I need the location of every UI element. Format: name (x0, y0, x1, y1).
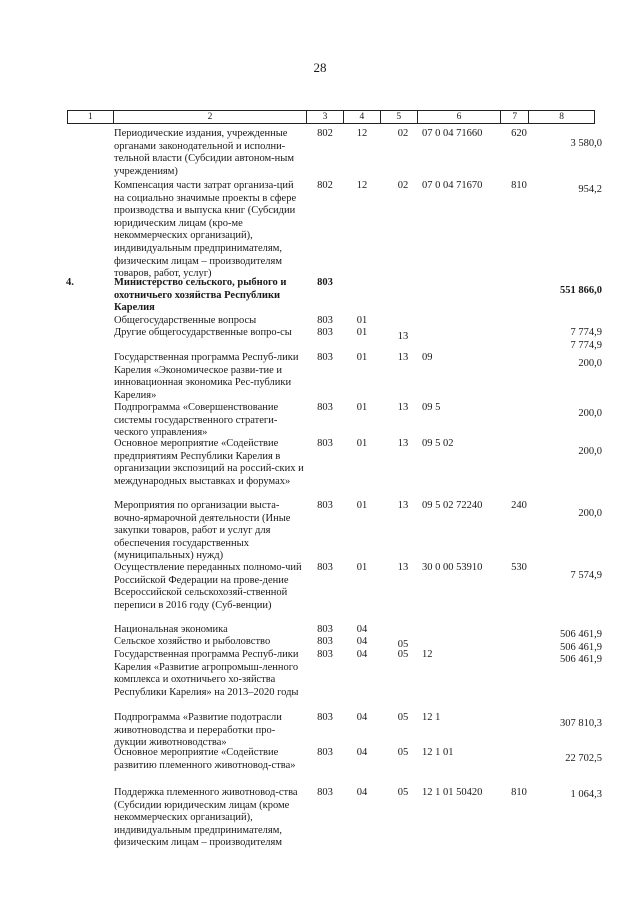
row-code-3: 803 (317, 352, 333, 363)
row-code-5: 13 (397, 402, 409, 413)
row-name: Периодические издания, учрежденные органами законодательной и исполни-тельной власти (Субсидии автоном-ным учреждениям) (114, 128, 294, 177)
row-code-4: 12 (356, 128, 368, 139)
row-code-4: 04 (356, 787, 368, 798)
row-amount-stack (530, 629, 602, 667)
row-code-6: 07 0 04 71660 (422, 128, 483, 139)
row-code-5: 13 (397, 438, 409, 449)
row-code-4: 01 (356, 438, 368, 449)
page-number: 28 (313, 60, 327, 75)
row-code-5: 13 (397, 352, 409, 363)
row-code-4: 12 (356, 180, 368, 191)
row-number: 4. (66, 277, 74, 288)
row-code-4: 04 (356, 649, 368, 660)
row-code-6: 12 (422, 649, 433, 660)
row-amount: 506 461,9 (560, 641, 602, 653)
row-name: Основное мероприятие «Содействие предприятиям Республики Карелия в организации экспозиций на россий-ских и международных выставках и форумах» (114, 438, 304, 487)
row-code-6: 12 1 01 50420 (422, 787, 483, 798)
row-code-4: 01 (356, 352, 368, 363)
row-code-3: 803 (317, 624, 333, 635)
table-header (67, 110, 595, 124)
row-amount: 7 774,9 (570, 339, 602, 351)
row-name: Поддержка племенного животновод-ства (Субсидии юридическим лицам (кроме некоммерческих организаций), индивидуальным предпринимателям, физическим лицам – производителям (114, 787, 298, 849)
header-col-4: 4 (344, 111, 381, 123)
row-code-4: 01 (356, 327, 368, 338)
row-code-3: 803 (317, 315, 333, 326)
row-code-3: 803 (317, 402, 333, 413)
header-col-5: 5 (381, 111, 418, 123)
row-name: Осуществление переданных полномо-чий Российской Федерации на прове-дение Всероссийской сельскохозяй-ственной переписи в 2016 году (Суб-венции) (114, 562, 302, 611)
row-code-7: 810 (511, 787, 527, 798)
row-amount: 200,0 (578, 408, 602, 419)
row-code-6: 30 0 00 53910 (422, 562, 483, 573)
row-code-5: 05 (397, 649, 409, 660)
row-code-3: 802 (317, 180, 333, 191)
row-amount: 506 461,9 (560, 654, 602, 666)
header-col-7: 7 (501, 111, 529, 123)
row-code-3: 803 (317, 747, 333, 758)
row-code-3: 803 (317, 438, 333, 449)
row-code-3: 803 (317, 277, 333, 288)
row-amount: 1 064,3 (570, 789, 602, 800)
row-code-5: 05 (397, 747, 409, 758)
row-amount: 506 461,9 (560, 629, 602, 640)
row-code-4: 01 (356, 562, 368, 573)
header-col-3: 3 (307, 111, 344, 123)
row-code-6: 09 5 02 72240 (422, 500, 483, 511)
row-amount: 200,0 (578, 358, 602, 369)
row-amount: 954,2 (578, 184, 602, 195)
row-name: Мероприятия по организации выста-вочно-ярмарочной деятельности (Иные закупки товаров, работ и услуг для обеспечения государственных (муниципальных) нужд) (114, 500, 291, 562)
row-code-7: 530 (511, 562, 527, 573)
header-col-6: 6 (418, 111, 502, 123)
row-name: Сельское хозяйство и рыболовство (114, 636, 271, 647)
row-code-5: 05 (397, 787, 409, 798)
row-code-5: 05 (397, 712, 409, 723)
row-code-7: 620 (511, 128, 527, 139)
row-amount: 7 774,9 (570, 327, 602, 338)
row-code-4: 04 (356, 747, 368, 758)
row-code-6: 09 5 02 (422, 438, 454, 449)
row-code-4: 04 (356, 624, 368, 635)
row-code-4: 01 (356, 402, 368, 413)
row-code-6: 09 5 (422, 402, 441, 413)
row-name: Подпрограмма «Совершенствование системы государственного стратеги-ческого управления» (114, 402, 279, 439)
header-col-2: 2 (114, 111, 307, 123)
row-code-7: 240 (511, 500, 527, 511)
row-code-6: 12 1 01 (422, 747, 454, 758)
row-amount: 307 810,3 (560, 718, 602, 729)
row-code-6: 07 0 04 71670 (422, 180, 483, 191)
row-amount-stack (530, 327, 602, 352)
row-name: Другие общегосударственные вопро-сы (114, 327, 292, 338)
row-code-3: 803 (317, 649, 333, 660)
row-amount: 3 580,0 (570, 138, 602, 149)
header-col-8: 8 (559, 112, 564, 122)
row-amount: 200,0 (578, 446, 602, 457)
row-code-4: 04 (356, 636, 368, 647)
row-name: Компенсация части затрат организа-ций на социально значимые проекты в сфере производства и выпуска книг (Субсидии юридическим лицам (кро-ме некоммерческих организаций), индивидуальным предпринимателям, физическим лицам – производителям товаров, работ, услуг) (114, 180, 297, 280)
row-amount: 551 866,0 (560, 285, 602, 296)
row-code-6: 12 1 (422, 712, 441, 723)
row-name: Национальная экономика (114, 624, 228, 635)
row-amount: 7 574,9 (570, 570, 602, 581)
row-code-3: 802 (317, 128, 333, 139)
row-code-4: 01 (356, 500, 368, 511)
row-name: Подпрограмма «Развитие подотрасли животноводства и переработки про-дукции животноводства» (114, 712, 282, 749)
row-code-3: 803 (317, 636, 333, 647)
row-code-3: 803 (317, 787, 333, 798)
row-name: Государственная программа Респуб-лики Карелия «Экономическое разви-тие и инновационная экономика Рес-публики Карелия» (114, 352, 299, 401)
header-col-1: 1 (68, 111, 114, 123)
row-amount: 22 702,5 (565, 753, 602, 764)
row-code-5: 02 (397, 180, 409, 191)
row-code-5: 13 (397, 500, 409, 511)
row-name: Основное мероприятие «Содействие развитию племенного животновод-ства» (114, 747, 296, 771)
row-code-6: 09 (422, 352, 433, 363)
row-code-3: 803 (317, 500, 333, 511)
row-code-7: 810 (511, 180, 527, 191)
row-code-4: 01 (356, 315, 368, 326)
row-code-4: 04 (356, 712, 368, 723)
row-name: Общегосударственные вопросы (114, 315, 257, 326)
row-code-5: 05 (397, 639, 409, 650)
row-name: Государственная программа Респуб-лики Карелия «Развитие агропромыш-ленного комплекса и охотничьего хо-зяйства Республики Карелия» на 2013–2020 годы (114, 649, 299, 698)
row-amount: 200,0 (578, 508, 602, 519)
row-code-3: 803 (317, 712, 333, 723)
row-code-5: 13 (397, 331, 409, 342)
row-code-3: 803 (317, 327, 333, 338)
row-code-5: 13 (397, 562, 409, 573)
row-code-5: 02 (397, 128, 409, 139)
row-code-3: 803 (317, 562, 333, 573)
row-name: Министерство сельского, рыбного и охотничьего хозяйства Республики Карелия (114, 277, 287, 314)
